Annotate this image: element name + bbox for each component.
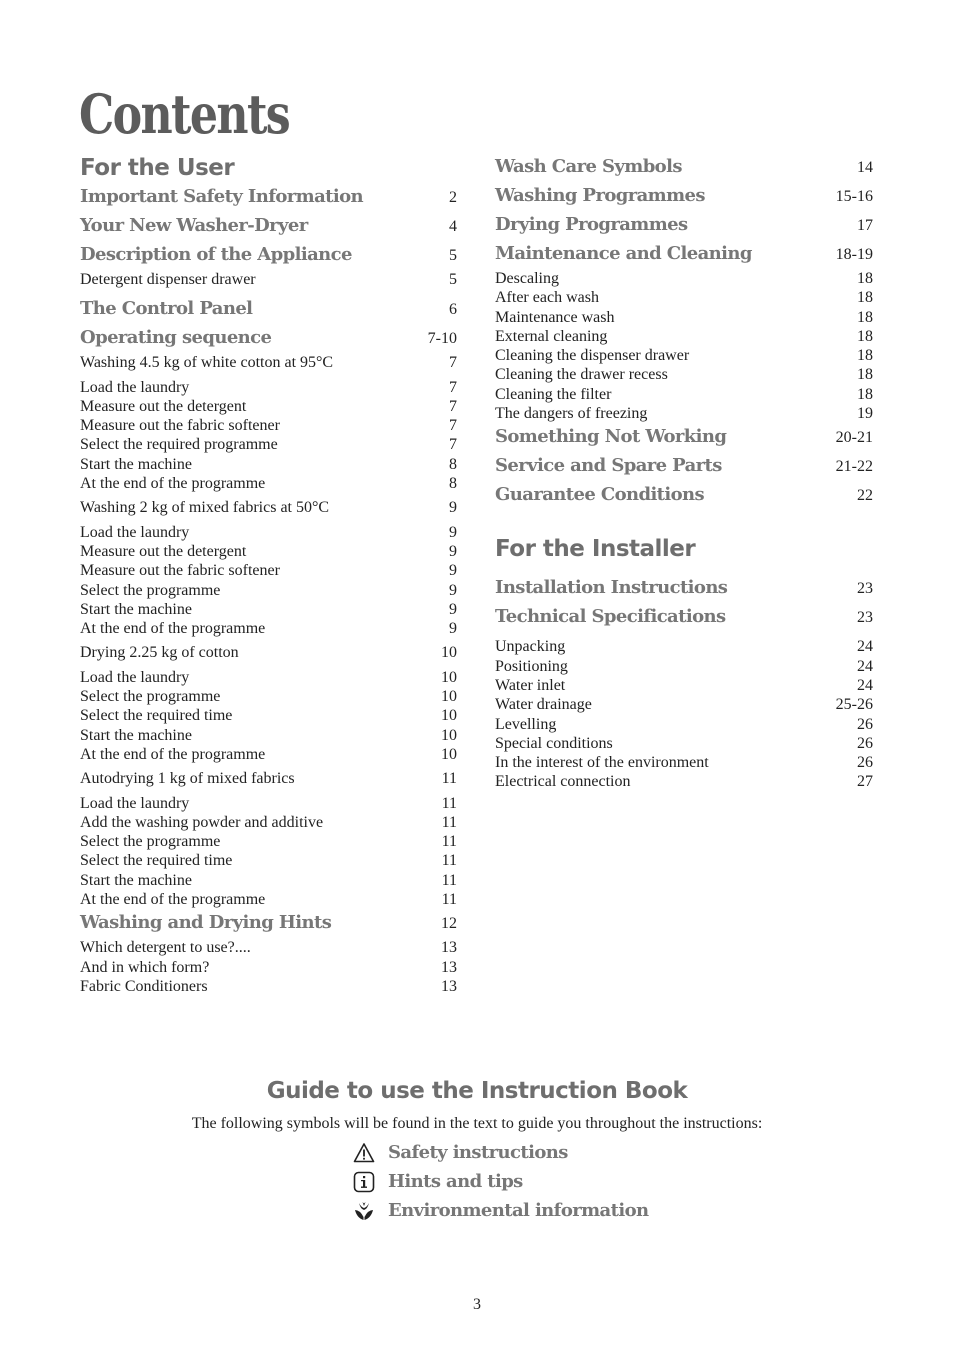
- legend-item-environment: [353, 1196, 648, 1225]
- toc-entry: [495, 603, 873, 632]
- toc-entry-page: 11: [441, 813, 457, 831]
- toc-entry-label: Descaling: [495, 270, 559, 287]
- toc-entry: [495, 734, 873, 753]
- toc-entry-label: Levelling: [495, 715, 557, 733]
- toc-entry-page: 7: [449, 417, 457, 435]
- toc-entry: [495, 346, 873, 365]
- toc-entry: [495, 211, 873, 240]
- toc-entry-label: The Control Panel: [80, 298, 253, 320]
- toc-entry-label: External cleaning: [495, 327, 608, 345]
- toc-entry-page: 4: [449, 218, 457, 235]
- toc-entry-page: 18: [857, 308, 873, 326]
- toc-entry-page: 15-16: [835, 188, 873, 205]
- toc-entry-label: Cleaning the drawer recess: [495, 366, 668, 384]
- toc-entry: [495, 240, 873, 269]
- toc-entry-page: 5: [449, 271, 457, 288]
- legend-label: Hints and tips: [388, 1171, 523, 1192]
- toc-entry-page: 5: [449, 247, 457, 264]
- user-contents-list: [80, 183, 457, 996]
- toc-entry: [80, 416, 457, 435]
- warning-triangle-icon: [353, 1142, 375, 1164]
- toc-entry-page: 10: [441, 707, 457, 725]
- toc-entry: [495, 657, 873, 676]
- toc-entry: [495, 288, 873, 307]
- toc-entry-label: Drying Programmes: [495, 214, 688, 235]
- toc-entry-page: 18: [857, 270, 873, 287]
- toc-entry: [80, 938, 457, 957]
- toc-entry-page: 8: [449, 455, 457, 473]
- toc-entry-page: 9: [449, 542, 457, 560]
- section-title-user: For the User: [80, 155, 235, 181]
- toc-entry-page: 18: [857, 347, 873, 365]
- toc-entry-page: 13: [441, 977, 457, 995]
- toc-entry-page: 11: [441, 871, 457, 889]
- toc-entry: [495, 308, 873, 327]
- toc-entry-label: Start the machine: [80, 455, 192, 473]
- toc-entry-label: Cleaning the filter: [495, 385, 612, 403]
- toc-entry: [80, 542, 457, 561]
- toc-entry-label: Operating sequence: [80, 327, 272, 349]
- right-contents-list: [495, 153, 873, 510]
- toc-entry-page: 21-22: [835, 458, 873, 476]
- toc-entry-label: Maintenance and Cleaning: [495, 243, 752, 264]
- toc-entry-label: Unpacking: [495, 638, 566, 656]
- toc-entry-label: Washing 4.5 kg of white cotton at 95°C: [80, 354, 334, 372]
- toc-entry-page: 6: [449, 301, 457, 319]
- legend-label: Safety instructions: [388, 1142, 568, 1163]
- toc-entry-page: 13: [441, 958, 457, 976]
- toc-entry: [80, 183, 457, 212]
- toc-entry: [495, 365, 873, 384]
- toc-entry: [80, 241, 457, 270]
- page-number: 3: [473, 1296, 481, 1313]
- toc-entry-label: After each wash: [495, 289, 599, 307]
- toc-entry-label: At the end of the programme: [80, 475, 266, 493]
- toc-entry-label: Electrical connection: [495, 773, 631, 791]
- toc-entry-page: 26: [857, 754, 873, 772]
- toc-entry-page: 20-21: [835, 429, 873, 447]
- right-section: [495, 153, 873, 792]
- toc-entry-label: Important Safety Information: [80, 186, 363, 207]
- section-title-installer: For the Installer: [495, 536, 696, 563]
- toc-entry-label: Load the laundry: [80, 668, 190, 686]
- toc-entry-page: 24: [857, 657, 873, 675]
- toc-entry-label: In the interest of the environment: [495, 754, 709, 772]
- toc-entry-label: Load the laundry: [80, 378, 190, 396]
- toc-entry-label: Water inlet: [495, 676, 566, 694]
- toc-entry-page: 18: [857, 385, 873, 403]
- toc-entry-page: 11: [441, 852, 457, 870]
- toc-entry-page: 7-10: [427, 330, 457, 348]
- toc-entry-label: Detergent dispenser drawer: [80, 271, 256, 288]
- toc-entry: [495, 715, 873, 734]
- toc-entry: [80, 832, 457, 851]
- toc-entry-page: 18: [857, 289, 873, 307]
- toc-entry: [80, 706, 457, 725]
- toc-entry-page: 24: [857, 676, 873, 694]
- toc-entry: [80, 871, 457, 890]
- toc-entry-page: 18-19: [835, 246, 873, 263]
- toc-entry-page: 8: [449, 475, 457, 493]
- toc-entry-page: 10: [441, 726, 457, 744]
- toc-entry-page: 2: [449, 189, 457, 206]
- toc-entry-page: 9: [449, 600, 457, 618]
- toc-entry-label: Wash Care Symbols: [495, 156, 682, 177]
- toc-entry: [80, 958, 457, 977]
- toc-entry-page: 10: [441, 668, 457, 686]
- toc-entry-label: Which detergent to use?....: [80, 939, 251, 957]
- toc-entry-page: 9: [449, 499, 457, 517]
- toc-entry-label: Installation Instructions: [495, 577, 728, 599]
- toc-entry-label: Washing and Drying Hints: [80, 912, 332, 934]
- toc-entry: [80, 270, 457, 289]
- toc-entry: [80, 397, 457, 416]
- toc-entry: [495, 182, 873, 211]
- toc-entry-label: Measure out the fabric softener: [80, 417, 280, 435]
- toc-entry-label: Select the required time: [80, 852, 233, 870]
- toc-entry-label: Measure out the fabric softener: [80, 562, 280, 580]
- toc-entry-label: Fabric Conditioners: [80, 977, 208, 995]
- page-title: Contents: [79, 82, 290, 146]
- guide-intro: The following symbols will be found in the text to guide you throughout the instructions:: [191, 1115, 763, 1132]
- toc-entry: [495, 695, 873, 714]
- toc-entry-label: Add the washing powder and additive: [80, 813, 324, 831]
- toc-entry-label: Technical Specifications: [495, 606, 726, 628]
- toc-entry: [80, 794, 457, 813]
- toc-entry: [80, 769, 457, 788]
- toc-entry-page: 11: [441, 794, 457, 812]
- toc-entry-page: 26: [857, 734, 873, 752]
- toc-entry-label: Select the programme: [80, 688, 221, 706]
- toc-entry-page: 9: [449, 562, 457, 580]
- toc-entry: [80, 295, 457, 324]
- toc-entry: [80, 324, 457, 353]
- toc-entry: [495, 452, 873, 481]
- toc-entry: [495, 385, 873, 404]
- toc-entry-label: Load the laundry: [80, 794, 190, 812]
- toc-entry: [80, 212, 457, 241]
- toc-entry: [80, 561, 457, 580]
- toc-entry: [80, 600, 457, 619]
- toc-entry-page: 17: [857, 217, 873, 234]
- toc-entry-page: 9: [449, 620, 457, 638]
- toc-entry-label: Your New Washer-Dryer: [80, 215, 308, 236]
- toc-entry-label: Select the required time: [80, 707, 233, 725]
- toc-entry-page: 12: [441, 915, 457, 933]
- toc-entry: [495, 269, 873, 288]
- toc-entry-label: Service and Spare Parts: [495, 455, 722, 477]
- toc-entry-page: 11: [441, 891, 457, 909]
- leaf-flower-icon: [353, 1200, 375, 1222]
- toc-entry: [495, 327, 873, 346]
- toc-entry: [495, 423, 873, 452]
- toc-entry-page: 18: [857, 366, 873, 384]
- toc-entry-label: At the end of the programme: [80, 620, 266, 638]
- toc-entry: [80, 745, 457, 764]
- toc-entry-label: Select the required programme: [80, 436, 278, 454]
- toc-entry-page: 9: [449, 581, 457, 599]
- toc-entry-label: Description of the Appliance: [80, 244, 352, 265]
- toc-entry-label: Select the programme: [80, 833, 221, 851]
- toc-entry-label: Guarantee Conditions: [495, 484, 705, 506]
- legend-item-safety: [353, 1138, 648, 1167]
- toc-entry-label: Washing 2 kg of mixed fabrics at 50°C: [80, 499, 330, 517]
- toc-entry-page: 7: [449, 397, 457, 415]
- toc-entry-label: Start the machine: [80, 726, 192, 744]
- toc-entry-page: 10: [441, 745, 457, 763]
- toc-entry-label: Start the machine: [80, 871, 192, 889]
- toc-entry-label: Load the laundry: [80, 523, 190, 541]
- toc-entry-page: 13: [441, 939, 457, 957]
- toc-entry: [80, 643, 457, 662]
- toc-entry-page: 11: [441, 770, 457, 788]
- toc-entry: [80, 455, 457, 474]
- toc-entry-page: 11: [441, 833, 457, 851]
- toc-entry-page: 7: [449, 436, 457, 454]
- toc-entry: [495, 753, 873, 772]
- toc-entry: [80, 435, 457, 454]
- toc-entry-label: The dangers of freezing: [495, 405, 648, 423]
- toc-entry: [80, 523, 457, 542]
- toc-entry: [495, 637, 873, 656]
- toc-entry-page: 7: [449, 378, 457, 396]
- toc-entry: [80, 977, 457, 996]
- toc-entry: [495, 772, 873, 791]
- guide-section: [0, 1076, 954, 1134]
- toc-entry-label: Positioning: [495, 657, 568, 675]
- toc-entry: [80, 619, 457, 638]
- toc-entry: [80, 353, 457, 372]
- toc-entry: [80, 581, 457, 600]
- toc-entry-page: 14: [857, 159, 873, 176]
- toc-entry: [80, 474, 457, 493]
- toc-entry-page: 9: [449, 523, 457, 541]
- toc-entry-page: 23: [857, 580, 873, 598]
- toc-entry: [80, 890, 457, 909]
- toc-entry-page: 26: [857, 715, 873, 733]
- toc-entry-page: 19: [857, 405, 873, 423]
- toc-entry-label: Something Not Working: [495, 426, 727, 448]
- toc-entry: [80, 813, 457, 832]
- toc-entry-page: 10: [441, 688, 457, 706]
- legend-item-hints: [353, 1167, 648, 1196]
- toc-entry: [80, 668, 457, 687]
- toc-entry-label: And in which form?: [80, 958, 210, 976]
- toc-entry-label: Cleaning the dispenser drawer: [495, 347, 690, 365]
- toc-entry-label: Special conditions: [495, 734, 613, 752]
- toc-entry-page: 7: [449, 354, 457, 372]
- toc-entry-page: 24: [857, 638, 873, 656]
- toc-entry: [80, 498, 457, 517]
- toc-entry-page: 10: [441, 644, 457, 662]
- installer-contents-list: [495, 574, 873, 791]
- toc-entry-page: 18: [857, 327, 873, 345]
- info-icon: [353, 1171, 375, 1193]
- toc-entry-page: 22: [857, 487, 873, 505]
- toc-entry-page: 23: [857, 609, 873, 627]
- toc-entry-label: Washing Programmes: [495, 185, 705, 206]
- toc-entry-label: At the end of the programme: [80, 745, 266, 763]
- toc-entry: [80, 726, 457, 745]
- legend-label: Environmental information: [388, 1200, 649, 1221]
- toc-entry-label: Water drainage: [495, 696, 592, 714]
- toc-entry-label: Maintenance wash: [495, 308, 615, 326]
- symbol-legend: [353, 1138, 648, 1225]
- guide-title: Guide to use the Instruction Book: [266, 1078, 688, 1104]
- toc-entry-label: Start the machine: [80, 600, 192, 618]
- toc-entry-label: Autodrying 1 kg of mixed fabrics: [80, 770, 295, 788]
- toc-entry: [495, 404, 873, 423]
- toc-entry-label: Measure out the detergent: [80, 542, 247, 560]
- user-section: [80, 153, 457, 996]
- toc-entry: [80, 378, 457, 397]
- toc-entry-label: Select the programme: [80, 581, 221, 599]
- toc-entry: [495, 574, 873, 603]
- toc-entry: [495, 481, 873, 510]
- toc-entry: [80, 687, 457, 706]
- toc-entry: [80, 909, 457, 938]
- toc-entry-label: At the end of the programme: [80, 891, 266, 909]
- toc-entry-label: Measure out the detergent: [80, 397, 247, 415]
- toc-entry: [495, 676, 873, 695]
- toc-entry-page: 27: [857, 773, 873, 791]
- toc-entry-page: 25-26: [835, 696, 873, 714]
- toc-entry: [495, 153, 873, 182]
- toc-entry: [80, 851, 457, 870]
- toc-entry-label: Drying 2.25 kg of cotton: [80, 644, 239, 662]
